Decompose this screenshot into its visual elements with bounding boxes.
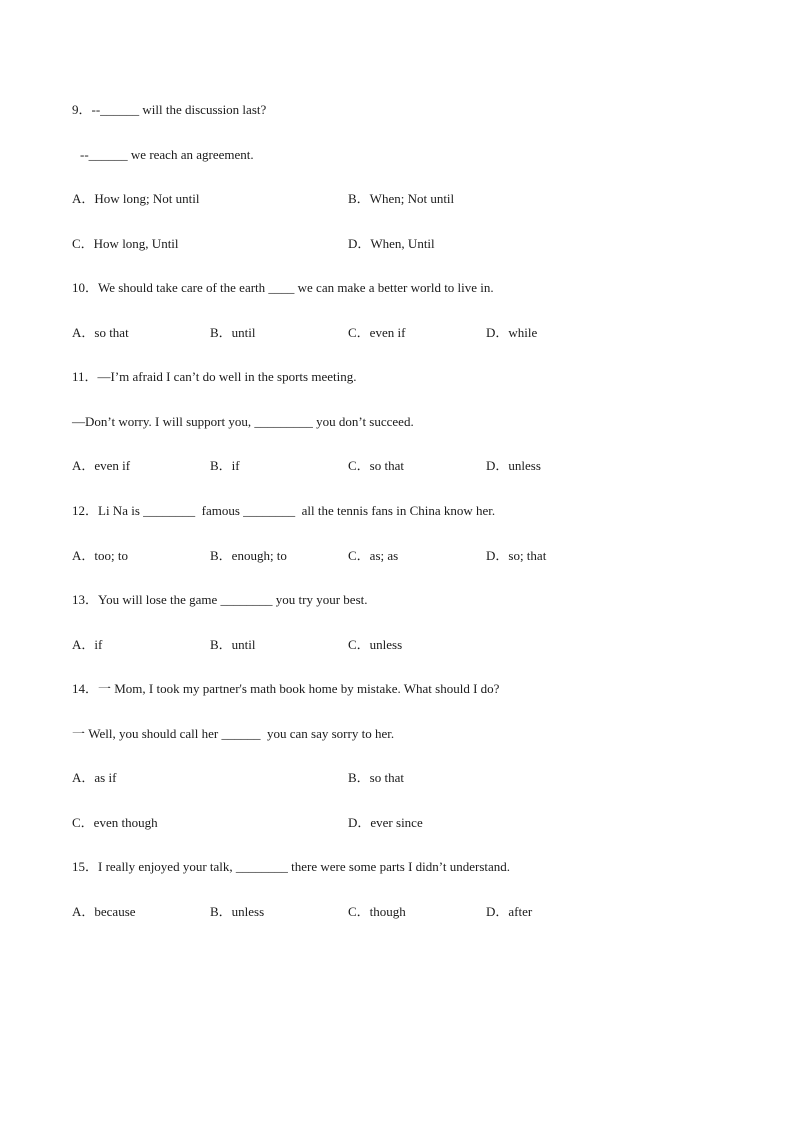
question-10-option-d: D．while <box>486 325 538 340</box>
question-12-stem: 12．Li Na is ________ famous ________ all the tennis fans in China know her. <box>72 503 496 518</box>
question-14-stem-reply: 一 Well, you should call her ______ you can say sorry to her. <box>72 726 395 741</box>
question-9-option-d: D．When, Until <box>348 236 435 251</box>
question-15-option-c: C．though <box>348 904 406 919</box>
question-14-option-b: B．so that <box>348 770 404 785</box>
question-15-stem: 15．I really enjoyed your talk, ________ there were some parts I didn’t understand. <box>72 859 511 874</box>
question-11-option-a: A．even if <box>72 458 131 473</box>
question-9-option-c: C．How long, Until <box>72 236 179 251</box>
question-12-option-b: B．enough; to <box>210 548 287 563</box>
question-11-stem: 11．—I’m afraid I can’t do well in the sports meeting. <box>72 369 357 384</box>
question-14-option-a: A．as if <box>72 770 117 785</box>
question-10-option-c: C．even if <box>348 325 406 340</box>
question-15-option-a: A．because <box>72 904 136 919</box>
question-9-stem-reply: --______ we reach an agreement. <box>80 147 254 162</box>
question-13-option-c: C．unless <box>348 637 403 652</box>
question-9-option-a: A．How long; Not until <box>72 191 200 206</box>
question-14-option-c: C．even though <box>72 815 158 830</box>
question-12-option-d: D．so; that <box>486 548 547 563</box>
question-12-option-c: C．as; as <box>348 548 399 563</box>
question-9-option-b: B．When; Not until <box>348 191 455 206</box>
question-13-option-a: A．if <box>72 637 103 652</box>
question-10-stem: 10．We should take care of the earth ____ we can make a better world to live in. <box>72 280 494 295</box>
question-11-option-c: C．so that <box>348 458 404 473</box>
question-15-option-b: B．unless <box>210 904 265 919</box>
question-14-stem: 14．一 Mom, I took my partner's math book home by mistake. What should I do? <box>72 681 500 696</box>
question-9-stem: 9．--______ will the discussion last? <box>72 102 267 117</box>
question-10-option-a: A．so that <box>72 325 129 340</box>
question-11-stem-reply: —Don’t worry. I will support you, _________ you don’t succeed. <box>72 414 414 429</box>
question-13-option-b: B．until <box>210 637 256 652</box>
question-15-option-d: D．after <box>486 904 533 919</box>
question-10-option-b: B．until <box>210 325 256 340</box>
question-14-option-d: D．ever since <box>348 815 423 830</box>
question-11-option-d: D．unless <box>486 458 541 473</box>
question-11-option-b: B．if <box>210 458 240 473</box>
question-12-option-a: A．too; to <box>72 548 128 563</box>
question-13-stem: 13．You will lose the game ________ you try your best. <box>72 592 368 607</box>
